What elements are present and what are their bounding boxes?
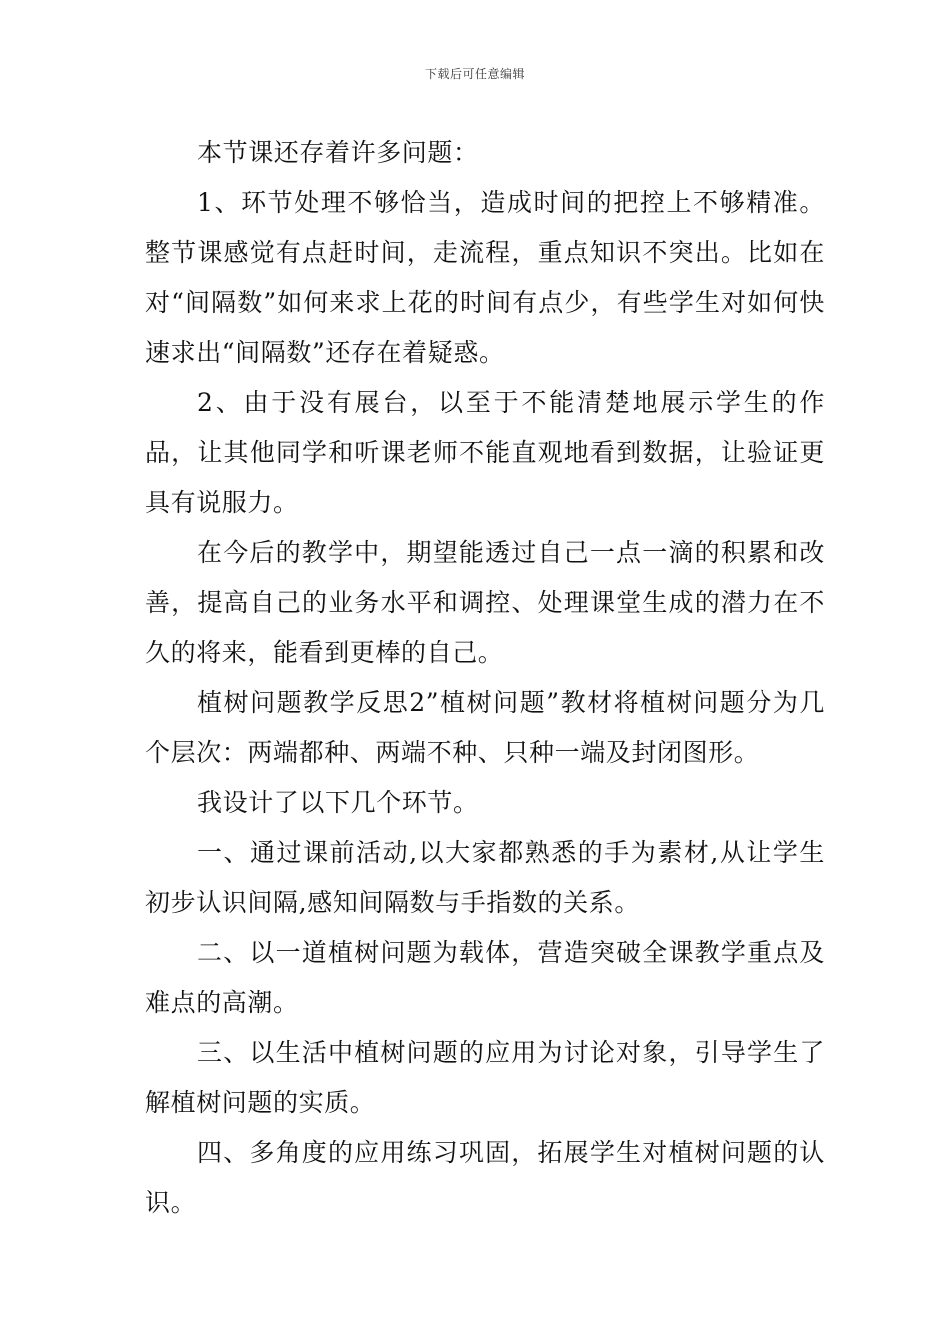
paragraph-reflection-2: 植树问题教学反思2”植树问题”教材将植树问题分为几个层次：两端都种、两端不种、只种一端及封闭图形。 xyxy=(145,688,825,767)
page-header: 下载后可任意编辑 xyxy=(424,67,525,81)
paragraph-step-4: 四、多角度的应用练习巩固，拓展学生对植树问题的认识。 xyxy=(145,1138,825,1217)
paragraph-issue-2: 2、由于没有展台，以至于不能清楚地展示学生的作品，让其他同学和听课老师不能直观地看到数据，让验证更具有说服力。 xyxy=(145,388,825,517)
paragraph-step-1: 一、通过课前活动,以大家都熟悉的手为素材,从让学生初步认识间隔,感知间隔数与手指数的关系。 xyxy=(145,838,825,917)
paragraph-step-3: 三、以生活中植树问题的应用为讨论对象，引导学生了解植树问题的实质。 xyxy=(145,1038,825,1117)
document-body xyxy=(145,128,825,1228)
paragraph-design: 我设计了以下几个环节。 xyxy=(197,788,479,817)
paragraph-intro: 本节课还存着许多问题： xyxy=(197,138,479,167)
paragraph-issue-1: 1、环节处理不够恰当，造成时间的把控上不够精准。整节课感觉有点赶时间，走流程，重点知识不突出。比如在对“间隔数”如何来求上花的时间有点少，有些学生对如何快速求出“间隔数”还存在着疑惑。 xyxy=(145,188,825,367)
paragraph-outlook: 在今后的教学中，期望能透过自己一点一滴的积累和改善，提高自己的业务水平和调控、处理课堂生成的潜力在不久的将来，能看到更棒的自己。 xyxy=(145,538,825,667)
paragraph-step-2: 二、以一道植树问题为载体，营造突破全课教学重点及难点的高潮。 xyxy=(145,938,825,1017)
